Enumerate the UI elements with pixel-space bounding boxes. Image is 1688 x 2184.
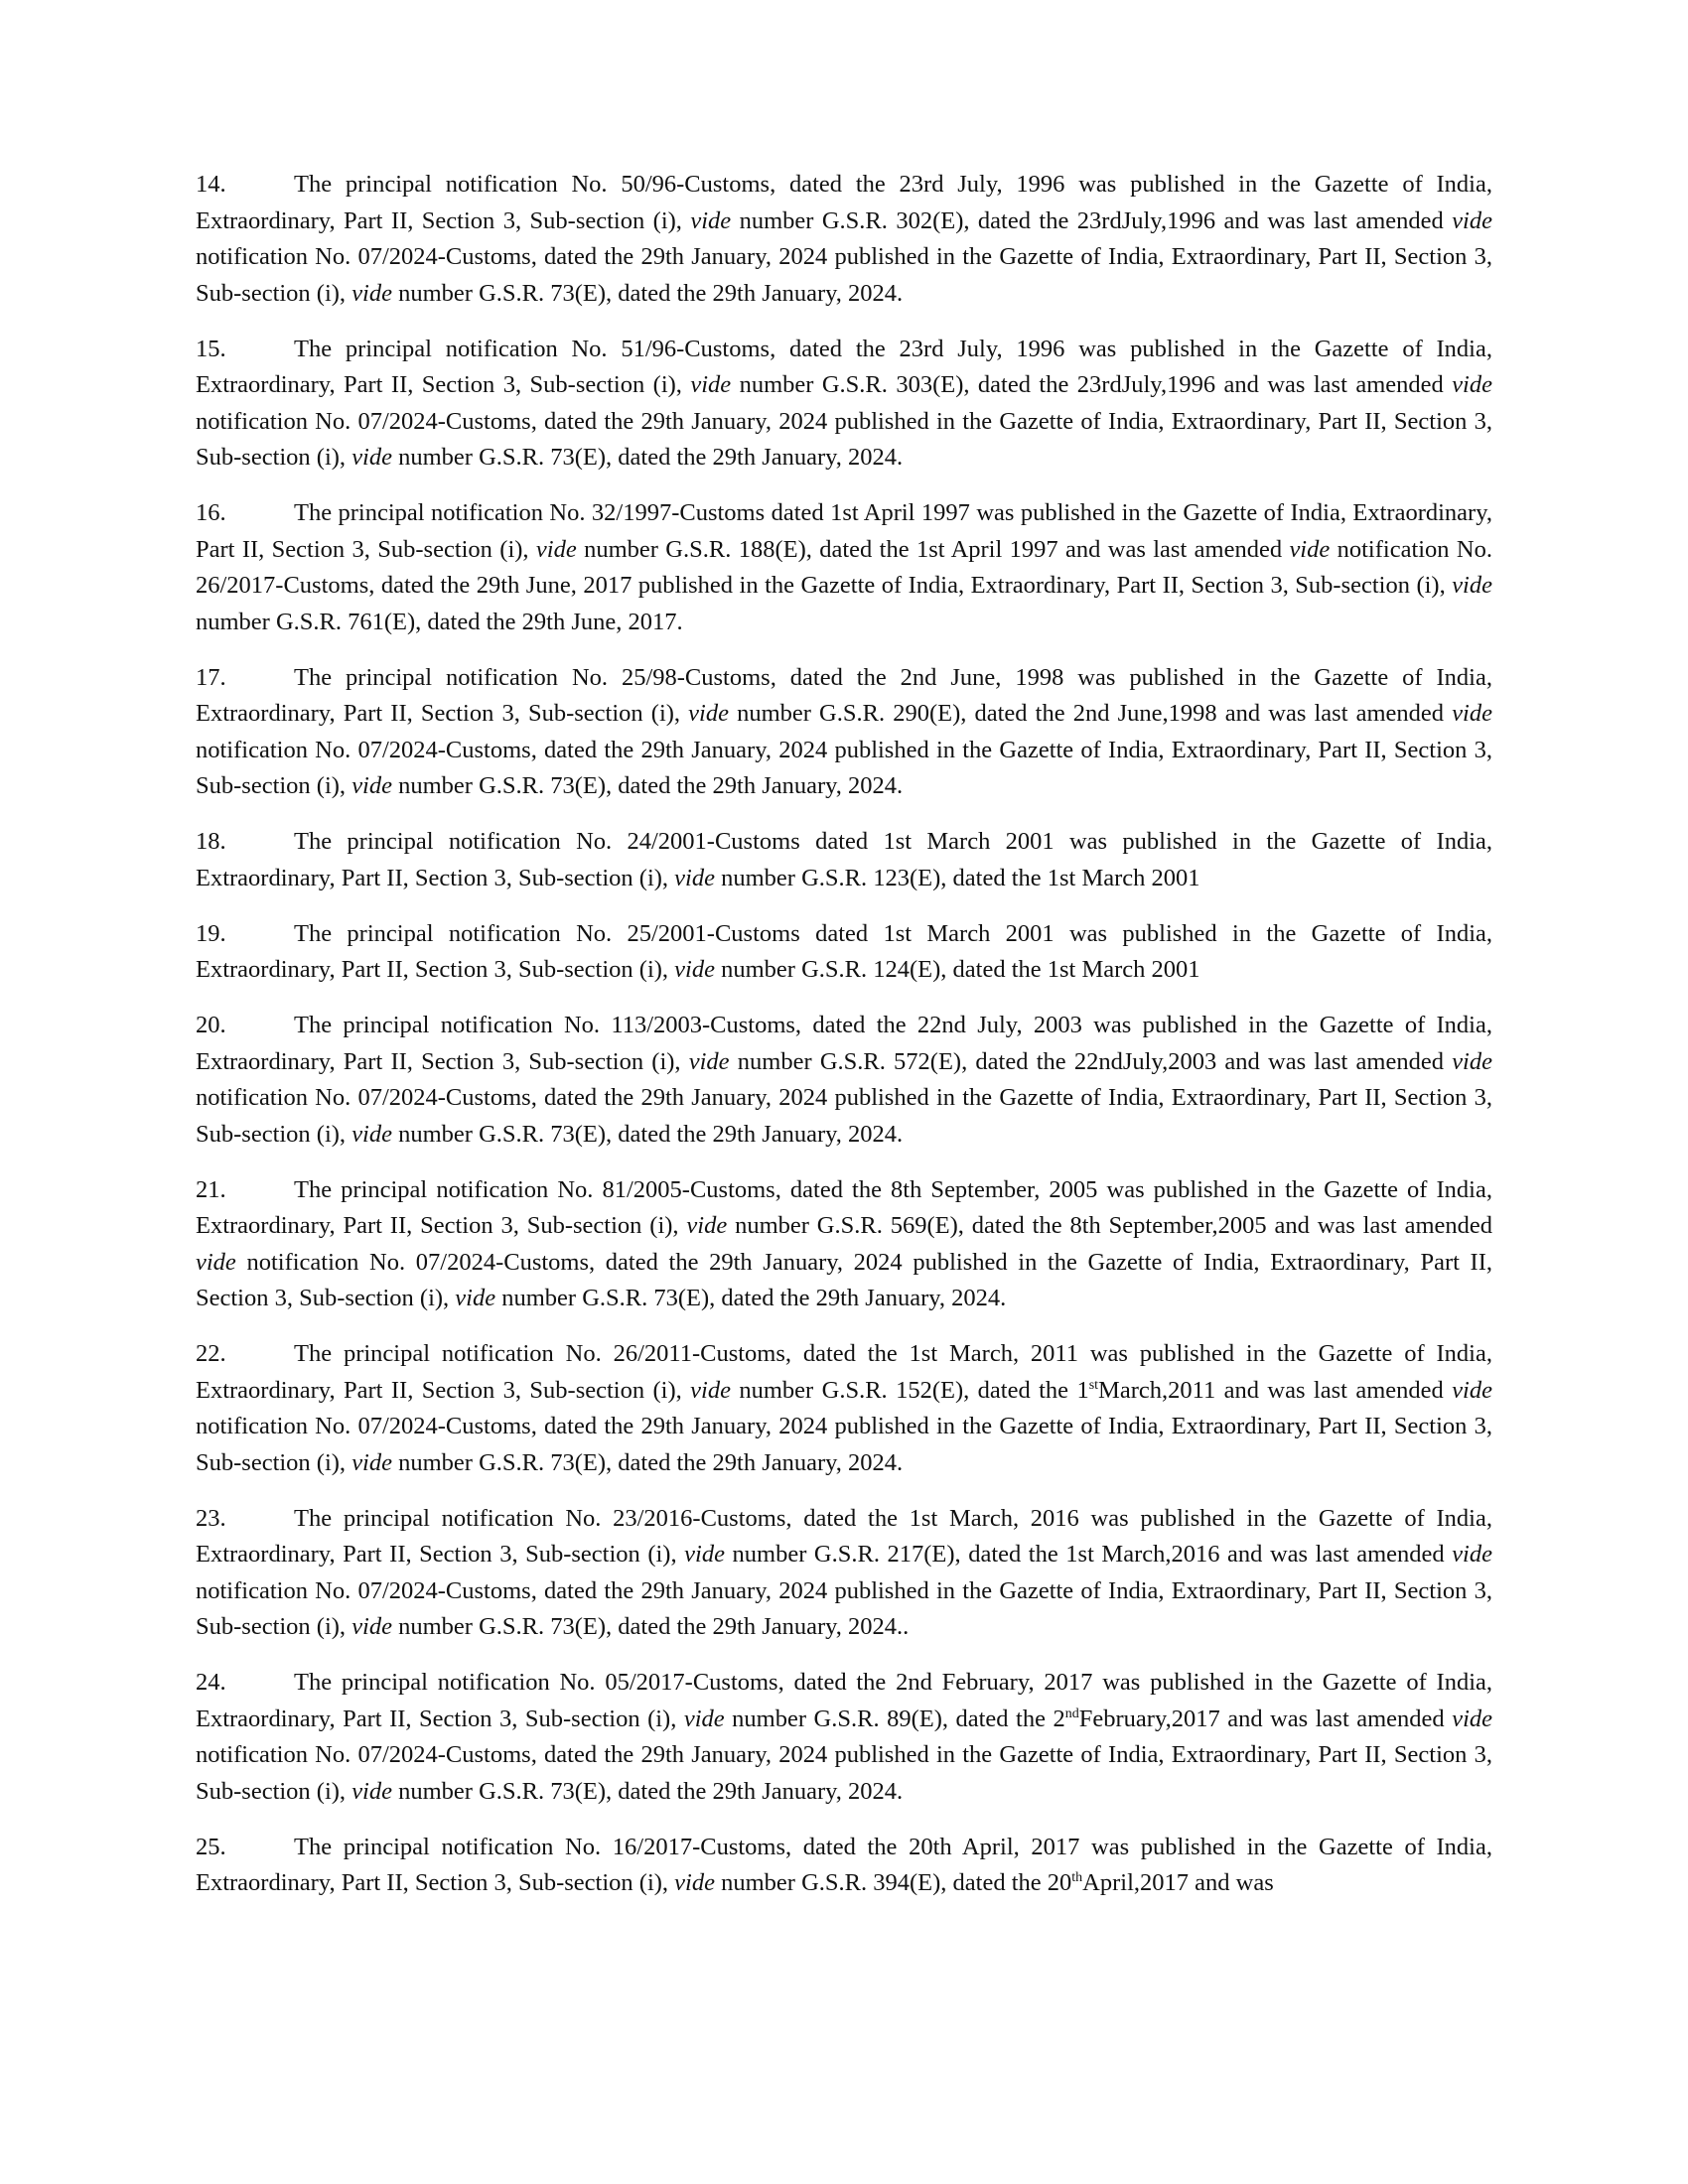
italic-term: vide	[688, 700, 729, 727]
paragraph-text: number G.S.R. 73(E), dated the 29th January, 2024.	[392, 1448, 904, 1476]
paragraph-text: number G.S.R. 569(E), dated the 8th September,2005 and was last amended	[727, 1212, 1492, 1239]
paragraph-text: The principal notification No. 25/98-Customs, dated the 2nd June, 1998 was published in the Gazette of India, Extraordinary, Part II, Section 3, Sub-section (i),	[196, 663, 1492, 727]
italic-term: vide	[352, 1448, 392, 1476]
italic-term: vide	[674, 864, 715, 891]
paragraph-text: number G.S.R. 152(E), dated the 1	[730, 1376, 1089, 1404]
paragraph-text: notification No. 07/2024-Customs, dated the 29th January, 2024 published in the Gazette of India, Extraordinary, Part II, Section 3, Sub-section (i),	[196, 1741, 1492, 1805]
notification-paragraph	[196, 495, 1492, 640]
paragraph-number: 22.	[196, 1340, 226, 1367]
paragraph-text: number G.S.R. 73(E), dated the 29th January, 2024.	[392, 1777, 904, 1805]
paragraph-text: number G.S.R. 394(E), dated the 20	[714, 1869, 1072, 1896]
italic-term: vide	[1452, 1047, 1492, 1075]
paragraph-text: The principal notification No. 26/2011-Customs, dated the 1st March, 2011 was published in the Gazette of India, Extraordinary, Part II, Section 3, Sub-section (i),	[196, 1340, 1492, 1404]
ordinal-suffix: st	[1088, 1377, 1099, 1393]
notification-paragraph	[196, 916, 1492, 989]
italic-term: vide	[1452, 572, 1492, 599]
paragraph-text: number G.S.R. 188(E), dated the 1st April 1997 and was last amended	[576, 535, 1290, 563]
paragraph-text: number G.S.R. 73(E), dated the 29th January, 2024.	[392, 772, 904, 799]
italic-term: vide	[1452, 371, 1492, 398]
paragraph-text: number G.S.R. 73(E), dated the 29th January, 2024.	[392, 444, 904, 471]
paragraph-list	[196, 167, 1492, 1902]
italic-term: vide	[674, 956, 715, 983]
paragraph-text: notification No. 07/2024-Customs, dated the 29th January, 2024 published in the Gazette of India, Extraordinary, Part II, Section 3, Sub-section (i),	[196, 736, 1492, 799]
italic-term: vide	[352, 444, 392, 471]
paragraph-number: 18.	[196, 828, 226, 855]
paragraph-text: The principal notification No. 51/96-Customs, dated the 23rd July, 1996 was published in the Gazette of India, Extraordinary, Part II, Section 3, Sub-section (i),	[196, 335, 1492, 398]
paragraph-text: April,2017 and was	[1082, 1869, 1274, 1896]
paragraph-number: 25.	[196, 1833, 226, 1860]
paragraph-text: The principal notification No. 25/2001-Customs dated 1st March 2001 was published in the Gazette of India, Extraordinary, Part II, Section 3, Sub-section (i),	[196, 919, 1492, 983]
paragraph-text: number G.S.R. 73(E), dated the 29th January, 2024.	[392, 1120, 904, 1148]
italic-term: vide	[690, 206, 732, 234]
paragraph-text: The principal notification No. 23/2016-Customs, dated the 1st March, 2016 was published in the Gazette of India, Extraordinary, Part II, Section 3, Sub-section (i),	[196, 1504, 1492, 1568]
paragraph-number: 17.	[196, 663, 226, 691]
italic-term: vide	[690, 371, 732, 398]
italic-term: vide	[1452, 1705, 1493, 1732]
paragraph-text: number G.S.R. 73(E), dated the 29th January, 2024.	[392, 279, 904, 307]
italic-term: vide	[1452, 206, 1492, 234]
notification-paragraph	[196, 1830, 1492, 1902]
paragraph-number: 16.	[196, 499, 226, 526]
paragraph-text: number G.S.R. 124(E), dated the 1st March 2001	[714, 956, 1200, 983]
paragraph-text: The principal notification No. 24/2001-Customs dated 1st March 2001 was published in the Gazette of India, Extraordinary, Part II, Section 3, Sub-section (i),	[196, 828, 1492, 891]
italic-term: vide	[352, 772, 392, 799]
paragraph-text: The principal notification No. 113/2003-Customs, dated the 22nd July, 2003 was published in the Gazette of India, Extraordinary, Part II, Section 3, Sub-section (i),	[196, 1012, 1492, 1075]
paragraph-number: 23.	[196, 1504, 226, 1532]
paragraph-text: number G.S.R. 73(E), dated the 29th January, 2024.	[495, 1285, 1007, 1311]
italic-term: vide	[352, 279, 392, 307]
italic-term: vide	[455, 1285, 496, 1311]
paragraph-text: number G.S.R. 123(E), dated the 1st March 2001	[714, 864, 1200, 891]
italic-term: vide	[352, 1777, 392, 1805]
paragraph-text: number G.S.R. 761(E), dated the 29th June, 2017.	[196, 608, 683, 635]
italic-term: vide	[690, 1376, 731, 1404]
notification-paragraph	[196, 1336, 1492, 1481]
paragraph-text: The principal notification No. 81/2005-Customs, dated the 8th September, 2005 was published in the Gazette of India, Extraordinary, Part II, Section 3, Sub-section (i),	[196, 1175, 1492, 1239]
italic-term: vide	[535, 535, 577, 563]
italic-term: vide	[684, 1541, 725, 1568]
paragraph-number: 15.	[196, 335, 226, 362]
italic-term: vide	[1452, 1376, 1492, 1404]
paragraph-text: notification No. 07/2024-Customs, dated the 29th January, 2024 published in the Gazette of India, Extraordinary, Part II, Section 3, Sub-section (i),	[196, 1248, 1492, 1311]
paragraph-text: number G.S.R. 290(E), dated the 2nd June,1998 and was last amended	[728, 700, 1453, 727]
italic-term: vide	[1452, 1541, 1492, 1568]
italic-term: vide	[688, 1047, 730, 1075]
paragraph-text: The principal notification No. 50/96-Customs, dated the 23rd July, 1996 was published in the Gazette of India, Extraordinary, Part II, Section 3, Sub-section (i),	[196, 171, 1492, 234]
notification-paragraph	[196, 332, 1492, 477]
italic-term: vide	[1452, 700, 1492, 727]
ordinal-suffix: nd	[1064, 1706, 1079, 1721]
paragraph-number: 14.	[196, 171, 226, 198]
notification-paragraph	[196, 1172, 1492, 1317]
paragraph-text: The principal notification No. 32/1997-Customs dated 1st April 1997 was published in the Gazette of India, Extraordinary, Part II, Section 3, Sub-section (i),	[196, 499, 1492, 563]
paragraph-number: 21.	[196, 1175, 226, 1203]
paragraph-text: The principal notification No. 05/2017-Customs, dated the 2nd February, 2017 was published in the Gazette of India, Extraordinary, Part II, Section 3, Sub-section (i),	[196, 1669, 1492, 1732]
paragraph-text: number G.S.R. 73(E), dated the 29th January, 2024..	[392, 1613, 910, 1640]
italic-term: vide	[686, 1212, 728, 1239]
paragraph-text: number G.S.R. 217(E), dated the 1st March,2016 and was last amended	[724, 1541, 1453, 1568]
paragraph-text: notification No. 07/2024-Customs, dated the 29th January, 2024 published in the Gazette of India, Extraordinary, Part II, Section 3, Sub-section (i),	[196, 243, 1492, 307]
paragraph-text: number G.S.R. 302(E), dated the 23rdJuly,1996 and was last amended	[731, 206, 1453, 234]
italic-term: vide	[196, 1248, 236, 1276]
notification-paragraph	[196, 660, 1492, 805]
notification-paragraph	[196, 1665, 1492, 1810]
paragraph-text: February,2017 and was last amended	[1078, 1705, 1453, 1732]
paragraph-number: 24.	[196, 1669, 226, 1696]
notification-paragraph	[196, 167, 1492, 312]
italic-term: vide	[683, 1705, 725, 1732]
italic-term: vide	[674, 1869, 715, 1896]
italic-term: vide	[1289, 535, 1331, 563]
paragraph-number: 19.	[196, 919, 226, 947]
paragraph-text: number G.S.R. 303(E), dated the 23rdJuly,1996 and was last amended	[731, 371, 1453, 398]
ordinal-suffix: th	[1071, 1870, 1083, 1885]
paragraph-text: notification No. 07/2024-Customs, dated the 29th January, 2024 published in the Gazette of India, Extraordinary, Part II, Section 3, Sub-section (i),	[196, 1576, 1492, 1640]
italic-term: vide	[352, 1120, 392, 1148]
paragraph-text: notification No. 26/2017-Customs, dated the 29th June, 2017 published in the Gazette of India, Extraordinary, Part II, Section 3, Sub-section (i),	[196, 535, 1492, 599]
notification-paragraph	[196, 824, 1492, 896]
paragraph-text: notification No. 07/2024-Customs, dated the 29th January, 2024 published in the Gazette of India, Extraordinary, Part II, Section 3, Sub-section (i),	[196, 1084, 1492, 1148]
italic-term: vide	[352, 1613, 392, 1640]
paragraph-text: notification No. 07/2024-Customs, dated the 29th January, 2024 published in the Gazette of India, Extraordinary, Part II, Section 3, Sub-section (i),	[196, 1413, 1492, 1476]
paragraph-number: 20.	[196, 1012, 226, 1038]
paragraph-text: notification No. 07/2024-Customs, dated the 29th January, 2024 published in the Gazette of India, Extraordinary, Part II, Section 3, Sub-section (i),	[196, 407, 1492, 471]
paragraph-text: March,2011 and was last amended	[1098, 1376, 1453, 1404]
paragraph-text: number G.S.R. 572(E), dated the 22ndJuly,2003 and was last amended	[729, 1047, 1453, 1075]
paragraph-text: The principal notification No. 16/2017-Customs, dated the 20th April, 2017 was published in the Gazette of India, Extraordinary, Part II, Section 3, Sub-section (i),	[196, 1833, 1492, 1896]
notification-paragraph	[196, 1008, 1492, 1153]
paragraph-text: number G.S.R. 89(E), dated the 2	[724, 1705, 1065, 1732]
notification-paragraph	[196, 1501, 1492, 1646]
